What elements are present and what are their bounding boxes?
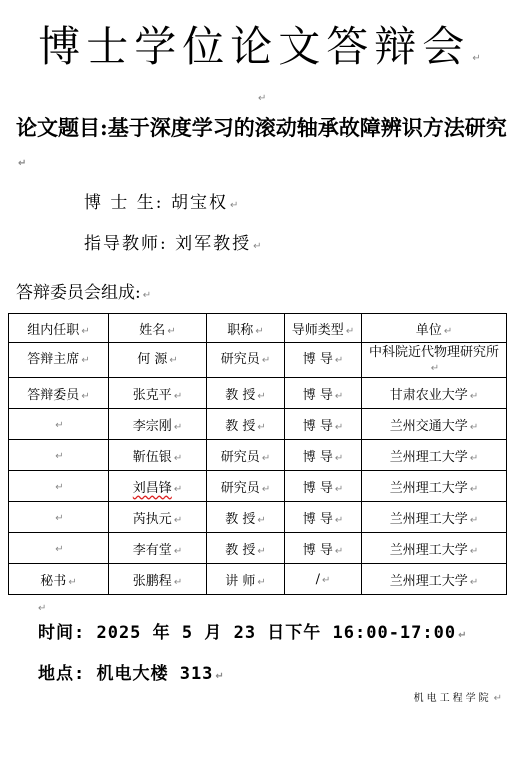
cell-institution: 兰州理工大学 ↵ [362,440,507,471]
cell-name: 张鹏程 ↵ [109,564,207,595]
paragraph-mark-icon: ↵ [472,53,487,64]
defense-location: 地点: 机电大楼 313 ↵ [38,664,225,684]
cell-institution: 中科院近代物理研究所↵ [362,343,507,378]
table-row [9,409,507,440]
cell-role: ↵ [9,471,109,502]
paragraph-mark-icon: ↵ [142,290,152,301]
cell-role: ↵ [9,409,109,440]
paragraph-mark-icon: ↵ [493,693,505,704]
cell-institution: 兰州理工大学 ↵ [362,502,507,533]
table-row [9,471,507,502]
cell-name: 靳伍银 ↵ [109,440,207,471]
cell-name: 李宗刚 ↵ [109,409,207,440]
cell-institution: 兰州理工大学 ↵ [362,564,507,595]
cell-name: 刘昌锋 ↵ [109,471,207,502]
cell-name: 何 源 ↵ [109,343,207,378]
cell-advisor-type: 博 导 ↵ [285,343,362,378]
header-name: 姓名 ↵ [109,314,207,343]
cell-advisor-type: 博 导 ↵ [285,409,362,440]
header-advisor-type: 导师类型 ↵ [285,314,362,343]
cell-institution: 兰州理工大学 ↵ [362,533,507,564]
cell-name: 张克平 ↵ [109,378,207,409]
cell-advisor-type: 博 导 ↵ [285,378,362,409]
table-row [9,378,507,409]
doctoral-student: 博 士 生: 胡宝权 ↵ [84,193,241,213]
header-title: 职称 ↵ [207,314,285,343]
committee-heading: 答辩委员会组成: ↵ [16,283,152,303]
cell-advisor-type: 博 导 ↵ [285,471,362,502]
cell-advisor-type: / ↵ [285,564,362,595]
empty-paragraph [36,596,46,615]
empty-paragraph [256,86,266,105]
cell-advisor-type: 博 导 ↵ [285,502,362,533]
table-row [9,533,507,564]
cell-title: 教 授 ↵ [207,378,285,409]
header-institution: 单位 ↵ [362,314,507,343]
cell-role: ↵ [9,440,109,471]
cell-title: 研究员 ↵ [207,343,285,378]
paragraph-mark-icon: ↵ [253,241,264,252]
cell-advisor-type: 博 导 ↵ [285,533,362,564]
cell-title: 讲 师 ↵ [207,564,285,595]
table-header-row [9,314,507,343]
cell-title: 研究员 ↵ [207,471,285,502]
cell-title: 研究员 ↵ [207,440,285,471]
table-row [9,343,507,378]
cell-title: 教 授 ↵ [207,502,285,533]
paragraph-mark-icon: ↵ [229,200,241,211]
table-row [9,564,507,595]
cell-role: ↵ [9,502,109,533]
thesis-topic: 论文题目:基于深度学习的滚动轴承故障辨识方法研究↵ [16,115,507,169]
paragraph-mark-icon: ↵ [458,630,468,641]
committee-table [8,313,507,595]
document-title: 博士学位论文答辩会 ↵ [38,22,487,71]
defense-time: 时间: 2025 年 5 月 23 日下午 16:00-17:00 ↵ [38,623,468,643]
cell-institution: 兰州理工大学 ↵ [362,471,507,502]
table-row [9,502,507,533]
cell-role: ↵ [9,533,109,564]
cell-name: 芮执元 ↵ [109,502,207,533]
cell-institution: 甘肃农业大学 ↵ [362,378,507,409]
cell-title: 教 授 ↵ [207,533,285,564]
advisor: 指导教师: 刘军教授 ↵ [84,234,264,254]
paragraph-mark-icon: ↵ [215,671,225,682]
cell-name: 李有堂 ↵ [109,533,207,564]
paragraph-mark-icon: ↵ [258,93,267,104]
school-name: 机电工程学院 ↵ [413,693,505,704]
cell-title: 教 授 ↵ [207,409,285,440]
cell-role: 答辩委员 ↵ [9,378,109,409]
paragraph-mark-icon: ↵ [38,603,47,614]
cell-advisor-type: 博 导 ↵ [285,440,362,471]
header-role: 组内任职 ↵ [9,314,109,343]
cell-role: 秘书 ↵ [9,564,109,595]
cell-role: 答辩主席 ↵ [9,343,109,378]
paragraph-mark-icon: ↵ [18,158,27,169]
cell-institution: 兰州交通大学 ↵ [362,409,507,440]
table-row [9,440,507,471]
spellcheck-underlined-name: 刘昌锋 [132,480,172,496]
